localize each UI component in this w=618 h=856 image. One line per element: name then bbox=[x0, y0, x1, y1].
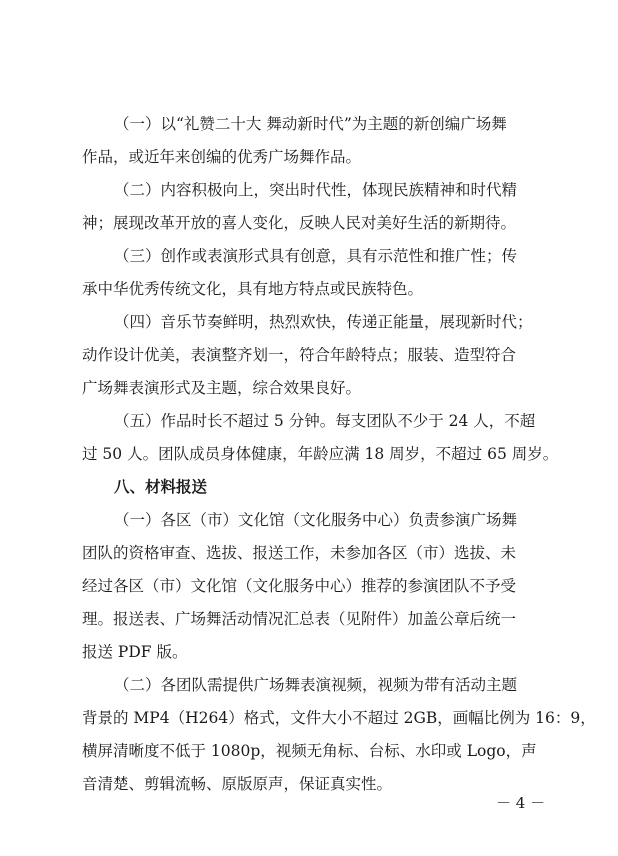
criteria-2-line-1: （二）内容积极向上，突出时代性，体现民族精神和时代精 bbox=[114, 181, 518, 199]
materials-2-line-4: 音清楚、剪辑流畅、原版原声，保证真实性。 bbox=[82, 775, 393, 793]
materials-1-line-3: 经过各区（市）文化馆（文化服务中心）推荐的参演团队不予受 bbox=[82, 577, 517, 595]
materials-1-line-2: 团队的资格审查、选拔、报送工作，未参加各区（市）选拔、未 bbox=[82, 544, 517, 562]
criteria-4-line-1: （四）音乐节奏鲜明，热烈欢快，传递正能量，展现新时代； bbox=[114, 313, 533, 331]
criteria-5-line-2: 过 50 人。团队成员身体健康，年龄应满 18 周岁，不超过 65 周岁。 bbox=[82, 445, 559, 463]
criteria-1-line-2: 作品，或近年来创编的优秀广场舞作品。 bbox=[82, 148, 362, 166]
criteria-4-line-3: 广场舞表演形式及主题，综合效果良好。 bbox=[82, 379, 362, 397]
criteria-4-line-2: 动作设计优美，表演整齐划一，符合年龄特点；服装、造型符合 bbox=[82, 346, 517, 364]
criteria-5-line-1: （五）作品时长不超过 5 分钟。每支团队不少于 24 人，不超 bbox=[114, 412, 536, 430]
criteria-1-line-1: （一）以“礼赞二十大 舞动新时代”为主题的新创编广场舞 bbox=[114, 115, 507, 133]
materials-2-line-1: （二）各团队需提供广场舞表演视频，视频为带有活动主题 bbox=[114, 676, 518, 694]
page-number: － 4 － bbox=[496, 794, 546, 812]
criteria-3-line-1: （三）创作或表演形式具有创意，具有示范性和推广性；传 bbox=[114, 247, 518, 265]
materials-2-line-3: 横屏清晰度不低于 1080p，视频无角标、台标、水印或 Logo，声 bbox=[82, 742, 537, 760]
section-heading-materials: 八、材料报送 bbox=[114, 478, 208, 496]
criteria-2-line-2: 神；展现改革开放的喜人变化，反映人民对美好生活的新期待。 bbox=[82, 214, 517, 232]
materials-1-line-5: 报送 PDF 版。 bbox=[82, 643, 188, 661]
materials-1-line-4: 理。报送表、广场舞活动情况汇总表（见附件）加盖公章后统一 bbox=[82, 610, 517, 628]
materials-2-line-2: 背景的 MP4（H264）格式，文件大小不超过 2GB，画幅比例为 16：9， bbox=[82, 709, 596, 727]
criteria-3-line-2: 承中华优秀传统文化，具有地方特点或民族特色。 bbox=[82, 280, 424, 298]
materials-1-line-1: （一）各区（市）文化馆（文化服务中心）负责参演广场舞 bbox=[114, 511, 518, 529]
